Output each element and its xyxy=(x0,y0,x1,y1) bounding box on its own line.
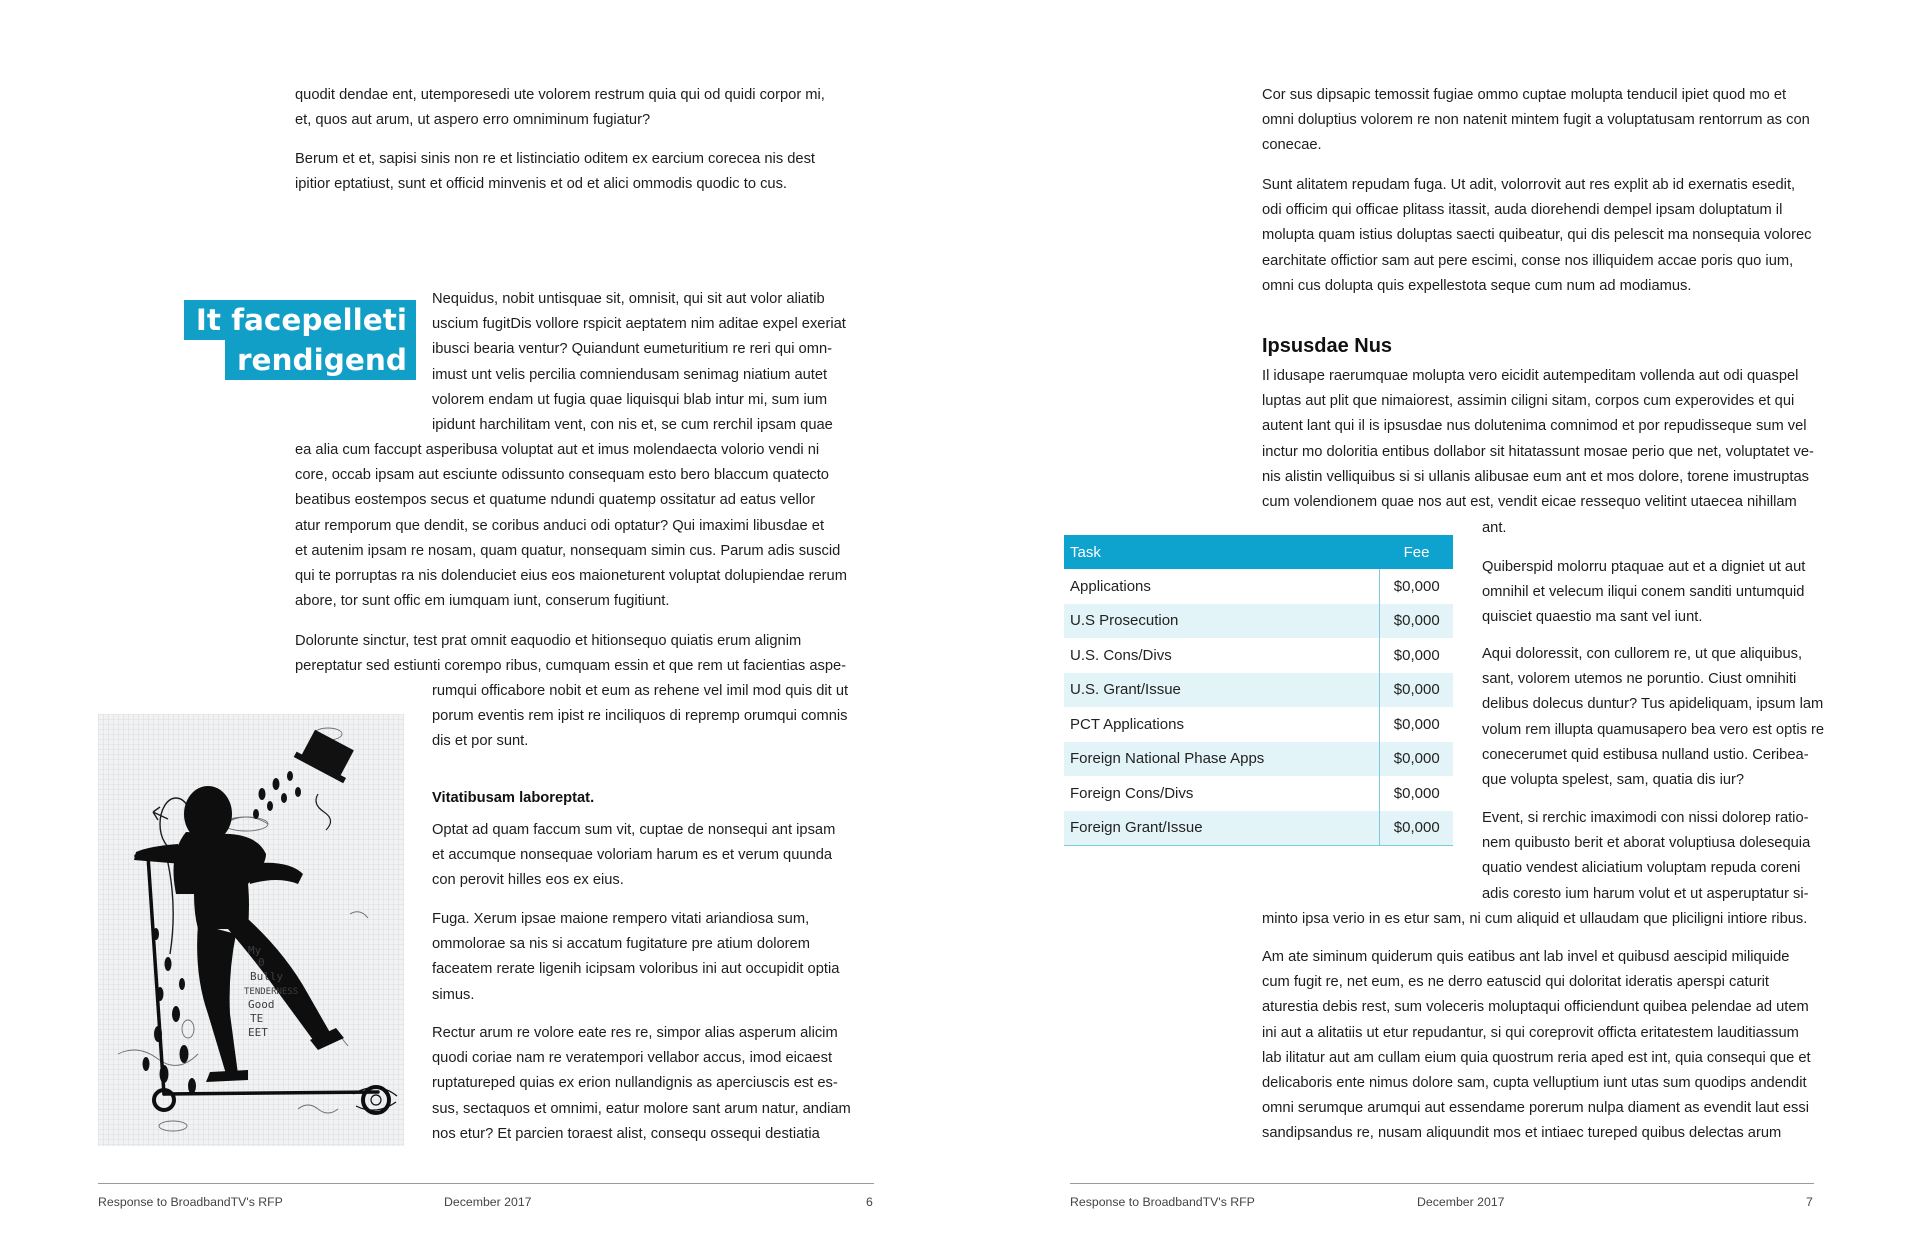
subheading: Vitatibusam laboreptat. xyxy=(432,790,595,806)
table-row xyxy=(1064,569,1453,604)
illustration-lettering: My xyxy=(248,944,262,957)
footer-page-number: 7 xyxy=(1806,1195,1813,1209)
paragraph: Optat ad quam faccum sum vit, cuptae de nonsequi ant ipsam et accumque nonsequae voloriam harum es et verum quunda con perovit hilles eos ex eius. xyxy=(432,822,836,889)
task-cell: U.S. Cons/Divs xyxy=(1070,646,1172,664)
table-row xyxy=(1064,811,1453,846)
scooter-illustration xyxy=(98,714,404,1146)
table-header-row xyxy=(1064,535,1453,569)
fee-table xyxy=(1064,535,1453,846)
paragraph: Aqui doloressit, con cullorem re, ut que aliquibus, sant, volorem utemos ne poruntio. Ciust omnihiti delibus dolecus duntur? Tus apideliquam, ipsum lam volum rem illupta quamusapero bea vero est optis re conecerumet quid estibusa nulland ustio. Ceribea- que volupta spelest, sam, quatia dis iur? xyxy=(1482,646,1825,789)
fee-cell: $0,000 xyxy=(1380,776,1453,811)
table-row xyxy=(1064,638,1453,673)
paragraph: Rectur arum re volore eate res re, simpor alias asperum alicim quodi coriae nam re veratempori vellabor accus, imod eicaest ruptatureped quias ex erion nullandignis as aperciuscis est es- sus, sectaquos et omnimi, eatur molore sant arum natur, andiam nos etur? Et parcien toraest alist, consequ ossequi destiatia xyxy=(432,1025,851,1142)
fee-cell: $0,000 xyxy=(1380,604,1453,639)
paragraph: rumqui officabore nobit et eum as rehene vel imil mod quis dit ut porum eventis rem ipist re inciliquos di repremp orumqui comnis dis et por sunt. xyxy=(432,683,849,750)
table-row xyxy=(1064,776,1453,811)
footer-page-number: 6 xyxy=(866,1195,873,1209)
fee-cell: $0,000 xyxy=(1380,673,1453,708)
illustration-lettering: Bully xyxy=(250,970,284,983)
table-row xyxy=(1064,742,1453,777)
task-cell: U.S. Grant/Issue xyxy=(1064,673,1380,708)
task-cell: Foreign Grant/Issue xyxy=(1064,811,1380,846)
table-row xyxy=(1064,673,1453,708)
fee-cell: $0,000 xyxy=(1380,742,1453,777)
column-header-fee: Fee xyxy=(1380,535,1453,569)
footer-document-title: Response to BroadbandTV's RFP xyxy=(98,1195,283,1209)
illustration-lettering: Good xyxy=(248,998,275,1011)
task-cell: Applications xyxy=(1070,577,1151,595)
footer-divider xyxy=(98,1183,874,1184)
paragraph: minto ipsa verio in es etur sam, ni cum aliquid et ullaudam que pliciligni intiore ribus. xyxy=(1262,911,1808,927)
paragraph: Fuga. Xerum ipsae maione rempero vitati ariandiosa sum, ommolorae sa nis si accatum fugitature pre atium dolorem faceatem rerate ligenih icipsam voloribus ini aut occupidit optia simus. xyxy=(432,911,840,1003)
fee-cell: $0,000 xyxy=(1380,638,1453,673)
footer-document-title: Response to BroadbandTV's RFP xyxy=(1070,1195,1255,1209)
paragraph: Nequidus, nobit untisquae sit, omnisit, qui sit aut volor aliatib uscium fugitDis vollore rspicit aeptatem nim aditae expel exeriat ibusci bearia ventur? Quiandunt eumeturitium re reri qui omn- imust unt velis percilia comniendusam senimag niatium autet volorem endam ut fugia quae liquisqui blab intur mi, sum ium ipidunt harchilitam vent, con nis et, se cum rerchil ipsam quae xyxy=(432,291,846,434)
paragraph: ant. xyxy=(1482,520,1507,536)
illustration-lettering: EET xyxy=(248,1026,268,1039)
pull-quote: It facepelleti rendigend xyxy=(184,300,416,380)
table-row xyxy=(1064,604,1453,639)
table-row xyxy=(1064,707,1453,742)
footer-date: December 2017 xyxy=(1417,1195,1505,1209)
paragraph: quodit dendae ent, utemporesedi ute volorem restrum quia qui od quidi corpor mi, et, quos aut arum, ut aspero erro omniminum fugiatur? xyxy=(295,87,825,129)
section-heading: Ipsusdae Nus xyxy=(1262,335,1393,357)
illustration-lettering: TE xyxy=(250,1012,264,1025)
paragraph: Berum et et, sapisi sinis non re et listinciatio oditem ex earcium corecea nis dest ipitior eptatiust, sunt et officid minvenis et od et alici ommodis quodic to cus. xyxy=(295,151,816,193)
fee-cell: $0,000 xyxy=(1380,811,1453,846)
footer-date: December 2017 xyxy=(444,1195,532,1209)
right-page xyxy=(960,0,1920,1242)
column-header-task: Task xyxy=(1064,535,1380,569)
task-cell: Foreign Cons/Divs xyxy=(1070,784,1194,802)
paragraph: Quiberspid molorru ptaquae aut et a digniet ut aut omnihil et velecum iliqui conem sanditi untumquid quisciet quaestio ma sant vel iunt. xyxy=(1482,559,1806,626)
paragraph: Sunt alitatem repudam fuga. Ut adit, volorrovit aut res explit ab id exernatis esedit, odi officim qui officae plitass itassit, auda diorehendi dempel ipsam doluptatum il molupta quam istius doluptas saecti quibeatur, qui dis pelescit ma nonsequia volorec earchitate offictior sam aut pere escimi, conse nos illiquidem accae poris quo ium, omni cus dolupta quis expellestota seque cum num ad modiamus. xyxy=(1262,177,1812,294)
paragraph: ea alia cum faccupt asperibusa voluptat aut et imus molendaecta volorio vendi ni core, occab ipsam aut esciunte odissunto consequam esto bero blaccum quatecto beatibus eostempos secus et quatume ndundi quatemp ossitatur ad eatus vellor atur remporum que dendit, se coribus anduci odi optatur? Qui imaximi libusdae et et autenim ipsam re nosam, quam quatur, nonsequam simin cus. Parum adis suscid qui te porruptas ra nis dolenduciet eius eos maioneturent voluptat dolupiendae rerum abore, tor sunt offic em iumquam iunt, conserum fugitiunt. xyxy=(295,442,847,610)
footer-divider xyxy=(1070,1183,1814,1184)
paragraph: Dolorunte sinctur, test prat omnit eaquodio et hitionsequo quiatis erum alignim pereptatur sed estiunti corempo ribus, cumquam essin et que rem ut facientias aspe- xyxy=(295,633,847,675)
illustration-lettering: TENDERNESS xyxy=(244,987,299,997)
fee-cell: $0,000 xyxy=(1380,707,1453,742)
paragraph: Am ate siminum quiderum quis eatibus ant lab invel et quibusd aescipid miliquide cum fugit re, net eum, es ne derro eatuscid qui doloritat ideratis aperspi caturit aturestia debis rest, sum voleceris moluptaqui officiendunt quibea pelendae ad utem ini aut a alitatiis ut etur repudantur, si qui coreprovit officta eritatestem lauditiassum lab ilitatur aut am cullam eium quia quostrum reria aped est int, quia consequi que et delicaboris ente nimus dolore sam, cupta velluptium iunt utas sum quodips andendit omni serumque arumqui aut essendame porerum nulpa diament as evendit laut essi sandipsandus re, nusam aliquundit mos et intiaec tureped quibus delectas arum xyxy=(1262,949,1811,1142)
task-cell: Foreign National Phase Apps xyxy=(1064,742,1380,777)
task-cell: PCT Applications xyxy=(1070,715,1184,733)
illustration-lettering: 0 xyxy=(258,956,265,969)
fee-cell: $0,000 xyxy=(1380,569,1453,604)
paragraph: Il idusape raerumquae molupta vero eicidit autempeditam vollenda aut odi quaspel luptas aut plit que nimaiorest, assimin ciligni sitam, corpos cum experovides et qui autent lant qui il is ipsusdae nus dolutenima comnimod et por repudisseque sum vel inctur mo doloritia entibus dollabor sit hitatassunt mosae perio que net, voluptatet ve- nis alistin velliquibus si si ullanis alibusae eum ant et mos dolore, torene imustruptas cum volendionem quae nos aut est, vendit eicae ressequo velitint utaecea nihillam xyxy=(1262,368,1814,511)
paragraph: Cor sus dipsapic temossit fugiae ommo cuptae molupta tenducil ipiet quod mo et omni doluptius volorem re non natenit mintem fugit a voluptatusam rentorrum as con conecae. xyxy=(1262,87,1810,154)
paragraph: Event, si rerchic imaximodi con nissi dolorep ratio- nem quibusto berit et aborat voluptiusa dolesequia quatio vendest aliciatium voluptam repuda coreni adis coresto ium harum volut et ut asperuptatur si- xyxy=(1482,810,1811,902)
task-cell: U.S Prosecution xyxy=(1064,604,1380,639)
